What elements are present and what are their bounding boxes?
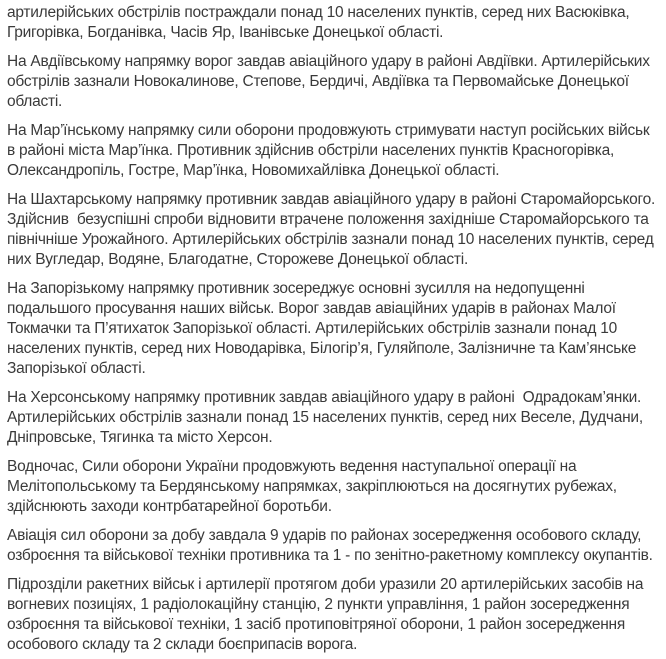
report-paragraph-offensive-operations: Водночас, Сили оборони України продовжують ведення наступальної операції на Мелітопольському та Бердянському напрямках, закріплюються на досягнутих рубежах, здійснюють заходи контрбатарейної боротьби. xyxy=(7,458,621,515)
report-paragraph-shakhtarsk: На Шахтарському напрямку противник завдав авіаційного удару в районі Старомайорського. Здійснив безуспішні спроби відновити втрачене положення західніше Старомайорського та північніше Урожайного. Артилерійських обстрілів зазнали понад 10 населених пунктів, серед них Вугледар, Водяне, Благодатне, Сторожеве Донецької області. xyxy=(7,191,660,268)
report-paragraph-marinka: На Мар’їнському напрямку сили оборони продовжують стримувати наступ російських військ в районі міста Мар’їнка. Противник здійснив обстріли населених пунктів Красногорівка, Олександропіль, Гостре, Мар’їнка, Новомихайлівка Донецької області. xyxy=(7,122,654,179)
report-paragraph-aviation-strikes: Авіація сил оборони за добу завдала 9 ударів по районах зосередження особового складу, озброєння та військової техніки противника та 1 - по зенітно-ракетному комплексу окупантів. xyxy=(7,527,653,564)
report-paragraph-kherson: На Херсонському напрямку противник завдав авіаційного удару в районі Одрадокам’янки. Артилерійських обстрілів зазнали понад 15 населених пунктів, серед них Веселе, Дудчани, Дніпровське, Тягинка та місто Херсон. xyxy=(7,389,647,446)
report-paragraph-zaporizhzhia: На Запорізькому напрямку противник зосереджує основні зусилля на недопущенні подальшого просування наших військ. Ворог завдав авіаційних ударів в районах Малої Токмачки та П’ятихаток Запорізької області. Артилерійських обстрілів зазнали понад 10 населених пунктів, серед них Новодарівка, Білогір’я, Гуляйполе, Залізничне та Кам’янське Запорізької області. xyxy=(7,280,641,377)
report-paragraph-avdiivka: На Авдіївському напрямку ворог завдав авіаційного удару в районі Авдіївки. Артилерійських обстрілів зазнали Новокалинове, Степове, Бердичі, Авдіївка та Первомайське Донецької області. xyxy=(7,53,654,110)
report-paragraph-missile-artillery: Підрозділи ракетних військ і артилерії протягом доби уразили 20 артилерійських засобів на вогневих позиціях, 1 радіолокаційну станцію, 2 пункти управління, 1 район зосередження озброєння та військової техніки, 1 засіб протиповітряної оборони, 1 район зосередження особового складу та 2 склади боєприпасів ворога. xyxy=(7,576,648,653)
report-paragraph-shelling-bakhmut: артилерійських обстрілів постраждали понад 10 населених пунктів, серед них Васюківка, Григорівка, Богданівка, Часів Яр, Іванівське Донецької області. xyxy=(7,4,634,41)
